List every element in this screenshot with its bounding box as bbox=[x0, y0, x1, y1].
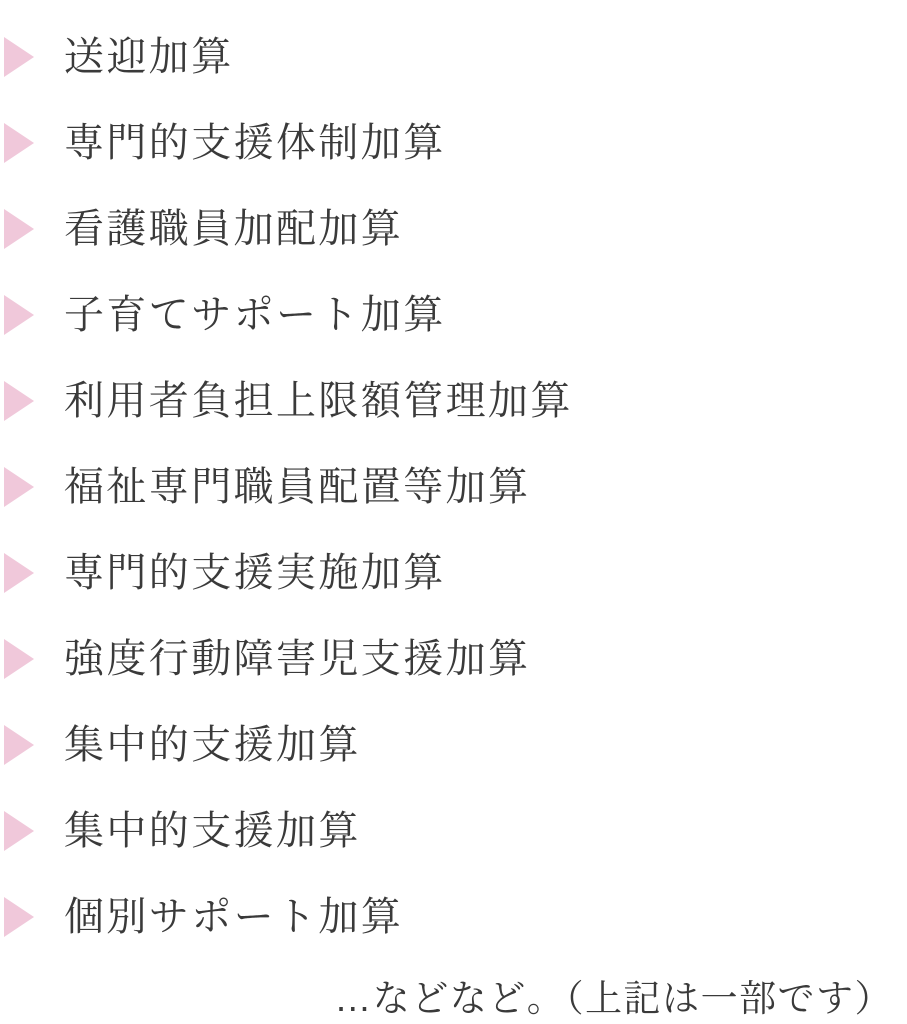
list-item bbox=[0, 444, 907, 530]
triangle-right-icon bbox=[4, 809, 38, 853]
list-item bbox=[0, 186, 907, 272]
list-item-label: 利用者負担上限額管理加算 bbox=[64, 379, 573, 423]
triangle-right-icon bbox=[4, 207, 38, 251]
list-item-label: 専門的支援体制加算 bbox=[64, 121, 446, 165]
list-item bbox=[0, 702, 907, 788]
list-item-label: 送迎加算 bbox=[64, 35, 234, 79]
addon-list bbox=[0, 14, 907, 960]
list-item-label: 集中的支援加算 bbox=[64, 809, 361, 853]
list-item bbox=[0, 100, 907, 186]
list-item-label: 福祉専門職員配置等加算 bbox=[64, 465, 531, 509]
triangle-right-icon bbox=[4, 121, 38, 165]
list-item-label: 看護職員加配加算 bbox=[64, 207, 404, 251]
list-item bbox=[0, 530, 907, 616]
list-item bbox=[0, 272, 907, 358]
list-item-label: 専門的支援実施加算 bbox=[64, 551, 446, 595]
list-item-label: 個別サポート加算 bbox=[64, 895, 404, 939]
list-item bbox=[0, 358, 907, 444]
triangle-right-icon bbox=[4, 293, 38, 337]
triangle-right-icon bbox=[4, 551, 38, 595]
list-item bbox=[0, 14, 907, 100]
triangle-right-icon bbox=[4, 379, 38, 423]
triangle-right-icon bbox=[4, 895, 38, 939]
triangle-right-icon bbox=[4, 35, 38, 79]
footnote-text: …などなど。（上記は一部です） bbox=[334, 978, 893, 1019]
triangle-right-icon bbox=[4, 723, 38, 767]
list-item-label: 強度行動障害児支援加算 bbox=[64, 637, 531, 681]
list-item bbox=[0, 616, 907, 702]
list-item-label: 集中的支援加算 bbox=[64, 723, 361, 767]
list-item bbox=[0, 874, 907, 960]
list-item-label: 子育てサポート加算 bbox=[64, 293, 446, 337]
list-item bbox=[0, 788, 907, 874]
triangle-right-icon bbox=[4, 465, 38, 509]
triangle-right-icon bbox=[4, 637, 38, 681]
